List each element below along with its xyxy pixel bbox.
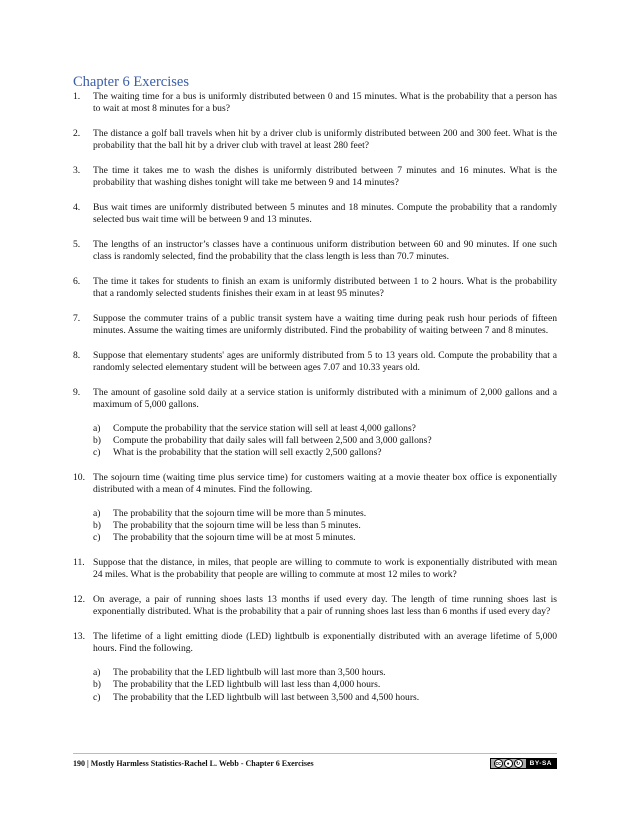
exercise-number: 10. xyxy=(73,472,85,484)
chapter-title: Chapter 6 Exercises xyxy=(73,74,189,90)
sub-question-text: The probability that the LED lightbulb will last less than 4,000 hours. xyxy=(113,679,381,691)
exercise-number: 13. xyxy=(73,631,85,643)
exercise-text: Bus wait times are uniformly distributed between 5 minutes and 18 minutes. Compute the probability that a randomly selected bus wait time will be between 9 and 13 minutes. xyxy=(93,202,557,226)
exercise-item xyxy=(73,594,557,618)
page-footer xyxy=(73,753,557,769)
exercise-number: 11. xyxy=(73,557,85,569)
exercise-text: Suppose the commuter trains of a public transit system have a waiting time during peak rush hour periods of fifteen minutes. Assume the waiting times are uniformly distributed. Find the probability of waiting between 7 and 8 minutes. xyxy=(93,313,557,337)
sub-question-letter: a) xyxy=(93,667,101,679)
sub-question xyxy=(93,508,557,520)
exercise-text: Suppose that elementary students' ages are uniformly distributed from 5 to 13 years old. Compute the probability that a randomly selected elementary student will be between ages 7.07 and 10.33 years old. xyxy=(93,350,557,374)
exercise-item xyxy=(73,165,557,189)
exercise-item xyxy=(73,202,557,226)
sub-question-text: What is the probability that the station will sell exactly 2,500 gallons? xyxy=(113,447,382,459)
sub-question-list xyxy=(93,423,557,460)
sub-question-letter: c) xyxy=(93,691,101,703)
sub-question-text: The probability that the sojourn time will be less than 5 minutes. xyxy=(113,520,361,532)
exercise-item xyxy=(73,128,557,152)
sub-question-text: The probability that the LED lightbulb will last between 3,500 and 4,500 hours. xyxy=(113,691,420,703)
sub-question xyxy=(93,423,557,435)
share-alike-icon: ↻ xyxy=(514,759,523,768)
exercise-item xyxy=(73,387,557,460)
license-label: BY-SA xyxy=(526,759,556,768)
exercise-text: The distance a golf ball travels when hit by a driver club is uniformly distributed between 200 and 300 feet. What is the probability that the ball hit by a driver club with travel at least 280 feet? xyxy=(93,128,557,152)
sub-question-list xyxy=(93,667,557,704)
exercise-text: The amount of gasoline sold daily at a service station is uniformly distributed with a minimum of 2,000 gallons and a maximum of 5,000 gallons. xyxy=(93,387,557,411)
sub-question xyxy=(93,520,557,532)
sub-question-letter: b) xyxy=(93,679,101,691)
sub-question-text: The probability that the sojourn time will be at most 5 minutes. xyxy=(113,532,356,544)
exercise-item xyxy=(73,313,557,337)
sub-question xyxy=(93,435,557,447)
footer-text: 190 | Mostly Harmless Statistics-Rachel L. Webb - Chapter 6 Exercises xyxy=(73,759,314,768)
exercise-number: 7. xyxy=(73,313,81,324)
exercise-text: Suppose that the distance, in miles, that people are willing to commute to work is exponentially distributed with mean 24 miles. What is the probability that people are willing to commute at most 12 miles to work? xyxy=(93,557,557,581)
exercise-text: The sojourn time (waiting time plus service time) for customers waiting at a movie theater box office is exponentially distributed with a mean of 4 minutes. Find the following. xyxy=(93,472,557,496)
attribution-icon: ● xyxy=(504,759,513,768)
exercise-text: The lengths of an instructor’s classes have a continuous uniform distribution between 60 and 90 minutes. If one such class is randomly selected, find the probability that the class length is less than 70.7 minutes. xyxy=(93,239,557,263)
sub-question-letter: a) xyxy=(93,422,101,434)
exercise-number: 8. xyxy=(73,350,81,361)
exercise-item xyxy=(73,631,557,704)
sub-question-text: Compute the probability that the service station will sell at least 4,000 gallons? xyxy=(113,422,416,434)
exercise-text: The lifetime of a light emitting diode (LED) lightbulb is exponentially distributed with an average lifetime of 5,000 hours. Find the following. xyxy=(93,631,557,655)
exercise-number: 2. xyxy=(73,128,81,139)
creative-commons-icon: cc xyxy=(495,760,501,767)
exercise-item xyxy=(73,239,557,263)
exercise-text: The time it takes for students to finish an exam is uniformly distributed between 1 to 2 hours. What is the probability that a randomly selected students finishes their exam in at least 95 minutes? xyxy=(93,276,557,300)
cc-license-badge xyxy=(490,758,557,769)
sub-question xyxy=(93,667,557,679)
exercise-item xyxy=(73,557,557,581)
sub-question-letter: b) xyxy=(93,520,101,532)
exercise-list xyxy=(73,91,557,704)
exercise-item xyxy=(73,276,557,300)
exercise-number: 5. xyxy=(73,239,81,250)
exercise-number: 12. xyxy=(73,594,85,606)
sub-question-text: The probability that the sojourn time will be more than 5 minutes. xyxy=(113,508,367,520)
sub-question-text: Compute the probability that daily sales will fall between 2,500 and 3,000 gallons? xyxy=(113,435,432,447)
exercise-text: On average, a pair of running shoes lasts 13 months if used every day. The length of time running shoes last is exponentially distributed. What is the probability that a pair of running shoes last less than 6 months if used every day? xyxy=(93,594,557,618)
exercise-item xyxy=(73,91,557,115)
exercise-number: 3. xyxy=(73,165,81,176)
exercise-text: The waiting time for a bus is uniformly distributed between 0 and 15 minutes. What is the probability that a person has to wait at most 8 minutes for a bus? xyxy=(93,91,557,115)
sub-question-letter: a) xyxy=(93,508,101,520)
sub-question xyxy=(93,447,557,459)
exercise-number: 1. xyxy=(73,91,81,102)
exercise-number: 9. xyxy=(73,387,81,398)
sub-question-text: The probability that the LED lightbulb will last more than 3,500 hours. xyxy=(113,667,386,679)
exercise-number: 6. xyxy=(73,276,81,287)
sub-question-letter: c) xyxy=(93,532,101,544)
sub-question xyxy=(93,679,557,691)
sub-question-letter: b) xyxy=(93,435,101,447)
sub-question xyxy=(93,692,557,704)
exercise-number: 4. xyxy=(73,202,81,213)
exercise-item xyxy=(73,350,557,374)
exercise-text: The time it takes me to wash the dishes is uniformly distributed between 7 minutes and 16 minutes. What is the probability that washing dishes tonight will take me between 9 and 14 minutes? xyxy=(93,165,557,189)
sub-question-list xyxy=(93,508,557,545)
sub-question-letter: c) xyxy=(93,447,101,459)
exercise-item xyxy=(73,472,557,545)
sub-question xyxy=(93,532,557,544)
